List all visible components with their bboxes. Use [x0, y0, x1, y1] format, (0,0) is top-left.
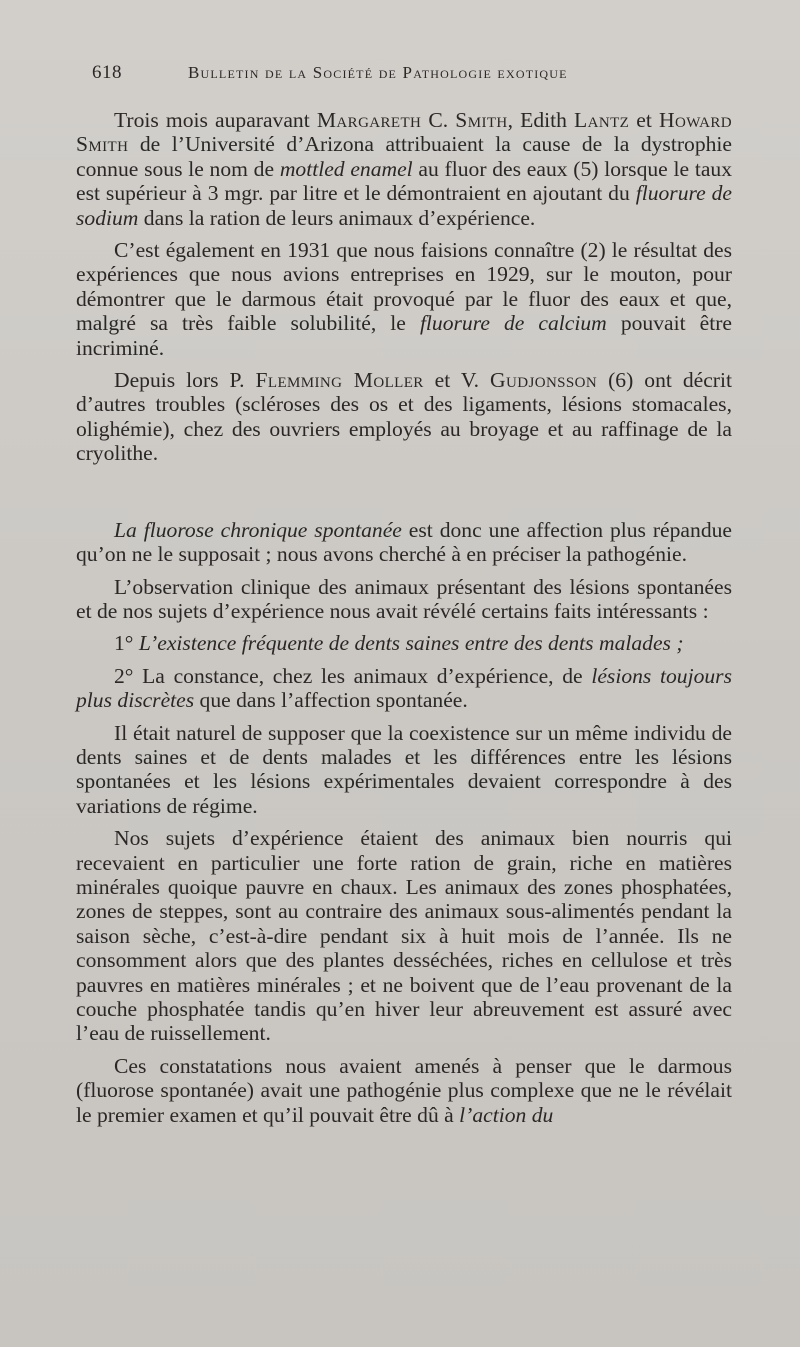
author-name: Smith — [455, 108, 508, 132]
text-run: Nos sujets d’expérience étaient des animaux bien nourris qui recevaient en particulier une forte ration de grain, riche en matières minérales quoique pauvre en chaux. Les animaux des zones phosphatées, zones de steppes, sont au contraire des animaux sous-alimentés pendant la saison sèche, c’est-à-dire pendant six à huit mois de l’année. Ils ne consomment alors que des plantes desséchées, riches en cellulose et très pauvres en matières minérales ; et ne boivent que de l’eau provenant de la couche phosphatée tandis qu’en hiver leur abreuvement est assuré avec l’eau de ruissellement. — [76, 826, 732, 1046]
italic-term: fluorure de sodium — [76, 181, 732, 230]
text-run: dans la ration de leurs animaux d’expérience. — [138, 205, 536, 230]
running-title: Bulletin de la Société de Pathologie exotique — [188, 63, 568, 82]
text-run: Ces constatations nous avaient amenés à penser que le darmous (fluorose spontanée) avait une pathogénie plus complexe que ne le révélait le premier examen et qu’il pouvait être dû à — [76, 1053, 732, 1127]
text-run: et — [629, 108, 659, 132]
paragraph-10 — [76, 1054, 732, 1127]
text-run: Il était naturel de supposer que la coexistence sur un même individu de dents saines et de dents malades et les différences entre les lésions spontanées et les lésions expérimentales devaient correspondre à des variations de régime. — [76, 720, 732, 818]
paragraph-9 — [76, 826, 732, 1046]
text-run: est donc une affection plus répandue qu’on ne le supposait ; nous avons cherché à en préciser la pathogénie. — [76, 517, 732, 567]
text-run: C. — [421, 108, 456, 132]
author-name: Gudjonsson — [490, 368, 598, 393]
italic-term: La fluorose chronique spontanée — [114, 517, 402, 542]
italic-term: fluorure de calcium — [419, 311, 607, 336]
italic-term: mottled enamel — [279, 156, 413, 181]
paragraph-3 — [76, 368, 732, 466]
text-run: de l’Université d’Arizona attribuaient la cause de la dystrophie connue sous le nom de — [76, 132, 732, 181]
author-name: Flemming Moller — [255, 368, 424, 393]
text-run: pouvait être incriminé. — [76, 311, 732, 360]
paragraph-6 — [76, 631, 732, 655]
text-run: , Edith — [507, 108, 575, 132]
page-number: 618 — [92, 62, 122, 83]
text-run: 1° — [114, 631, 139, 656]
paragraph-8 — [76, 721, 732, 819]
italic-term: l’action du — [459, 1102, 554, 1127]
author-name: Lantz — [574, 108, 630, 132]
text-run: et V. — [423, 368, 491, 393]
italic-term: lésions toujours plus discrètes — [76, 663, 732, 713]
author-name: Margareth — [316, 108, 422, 132]
paragraph-2 — [76, 238, 732, 360]
page-header — [92, 62, 712, 92]
text-run: L’observation clinique des animaux présentant des lésions spontanées et de nos sujets d’expérience nous avait révélé certains faits intéressants : — [76, 574, 732, 623]
paragraph-5 — [76, 575, 732, 624]
text-run: C’est également en 1931 que nous faisions connaître (2) le résultat des expériences que nous avions entreprises en 1929, sur le mouton, pour démontrer que le darmous était provoqué par le fluor des eaux et que, malgré sa très faible solubilité, le — [76, 238, 732, 336]
text-run: Trois mois auparavant — [114, 108, 317, 132]
text-run: (6) ont décrit d’autres troubles (scléroses des os et des ligaments, lésions stomacales, olighémie), chez des ouvriers employés au broyage et au raffinage de la cryolithe. — [76, 368, 732, 466]
paragraph-7 — [76, 664, 732, 713]
text-run: 2° La constance, chez les animaux d’expérience, de — [114, 663, 592, 688]
author-name: Howard Smith — [76, 108, 732, 157]
paragraph-1 — [76, 108, 732, 230]
paragraph-4 — [76, 518, 732, 567]
italic-term: L’existence fréquente de dents saines entre des dents malades ; — [138, 631, 684, 656]
article-body — [76, 108, 732, 1135]
text-run: que dans l’affection spontanée. — [194, 688, 468, 713]
text-run: Depuis lors P. — [114, 368, 256, 393]
text-run: au fluor des eaux (5) lorsque le taux est supérieur à 3 mgr. par litre et le démontraient en ajoutant du — [76, 156, 733, 206]
